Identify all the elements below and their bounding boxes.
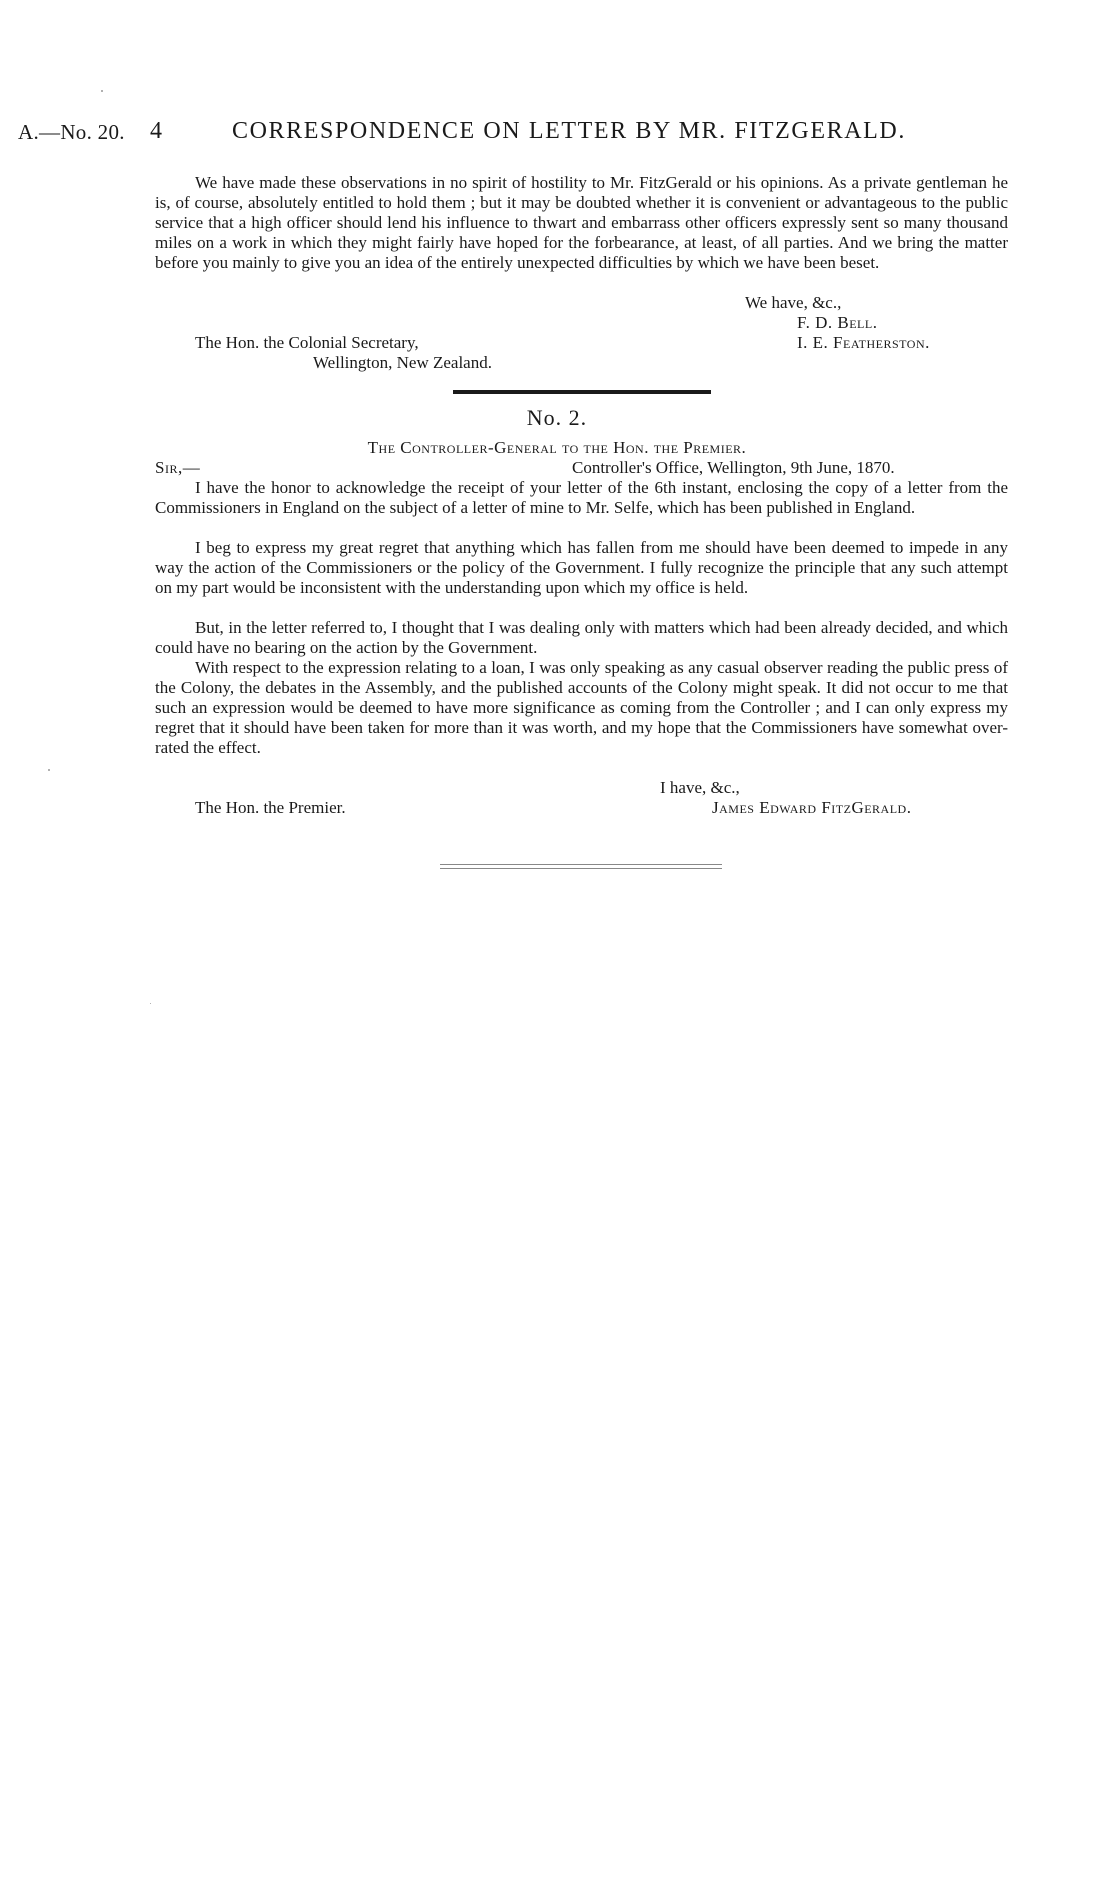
letter-1-paragraph: We have made these observations in no spirit of hostility to Mr. FitzGerald or his opinions. As a private gentleman he is, of course, absolutely entitled to hold them ; but it may be doubted whether it is convenient or advantageous to the public service that a high officer should lend his influence to thwart and embarrass other officers expressly sent so many thousand miles on a work in which they might fairly have hoped for the forbearance, at least, of all parties. And we bring the matter before you mainly to give you an idea of the entirely unexpected difficulties by which we have been beset. [155, 173, 1008, 272]
letter-2-paragraph-3: But, in the letter referred to, I thought that I was dealing only with matters which had been already decided, and which could have no bearing on the action by the Government. [155, 618, 1008, 657]
end-rule [440, 864, 722, 869]
letter-2-paragraph-2: I beg to express my great regret that anything which has fallen from me should have been deemed to impede in any way the action of the Commissioners or the policy of the Government. I fully recognize the principle that any such attempt on my part would be inconsistent with the understanding upon which my office is held. [155, 538, 1008, 597]
print-speck [150, 1003, 151, 1004]
running-title: CORRESPONDENCE ON LETTER BY MR. FITZGERALD. [232, 118, 906, 144]
letter-1-addressee-line-1: The Hon. the Colonial Secretary, [195, 333, 419, 352]
letter-1-addressee-line-2: Wellington, New Zealand. [313, 353, 492, 372]
letter-heading: The Controller-General to the Hon. the Premier. [367, 438, 747, 457]
page-number: 4 [150, 118, 162, 144]
letter-1-signatory-2: I. E. Featherston. [797, 333, 930, 352]
dateline: Controller's Office, Wellington, 9th June, 1870. [572, 458, 895, 477]
letter-2-addressee: The Hon. the Premier. [195, 798, 346, 817]
letter-1-signatory-1: F. D. Bell. [797, 313, 878, 332]
section-divider [453, 390, 711, 394]
letter-2-closing: I have, &c., [660, 778, 740, 797]
salutation: Sir,— [155, 458, 201, 477]
print-speck [48, 769, 50, 771]
letter-2-signatory: James Edward FitzGerald. [712, 798, 912, 817]
letter-1-closing: We have, &c., [745, 293, 842, 312]
letter-number: No. 2. [526, 405, 588, 430]
letter-2-paragraph-4: With respect to the expression relating to a loan, I was only speaking as any casual observer reading the public press of the Colony, the debates in the Assembly, and the published accounts of the Colony might speak. It did not occur to me that such an expression would be deemed to have more significance as coming from the Controller ; and I can only express my regret that it should have been taken for more than it was worth, and my hope that the Commissioners have somewhat over-rated the effect. [155, 658, 1008, 757]
page-header [0, 118, 1114, 148]
document-reference: A.—No. 20. [18, 120, 125, 144]
letter-2-paragraph-1: I have the honor to acknowledge the receipt of your letter of the 6th instant, enclosing the copy of a letter from the Commissioners in England on the subject of a letter of mine to Mr. Selfe, which has been published in England. [155, 478, 1008, 517]
print-speck [101, 90, 103, 92]
